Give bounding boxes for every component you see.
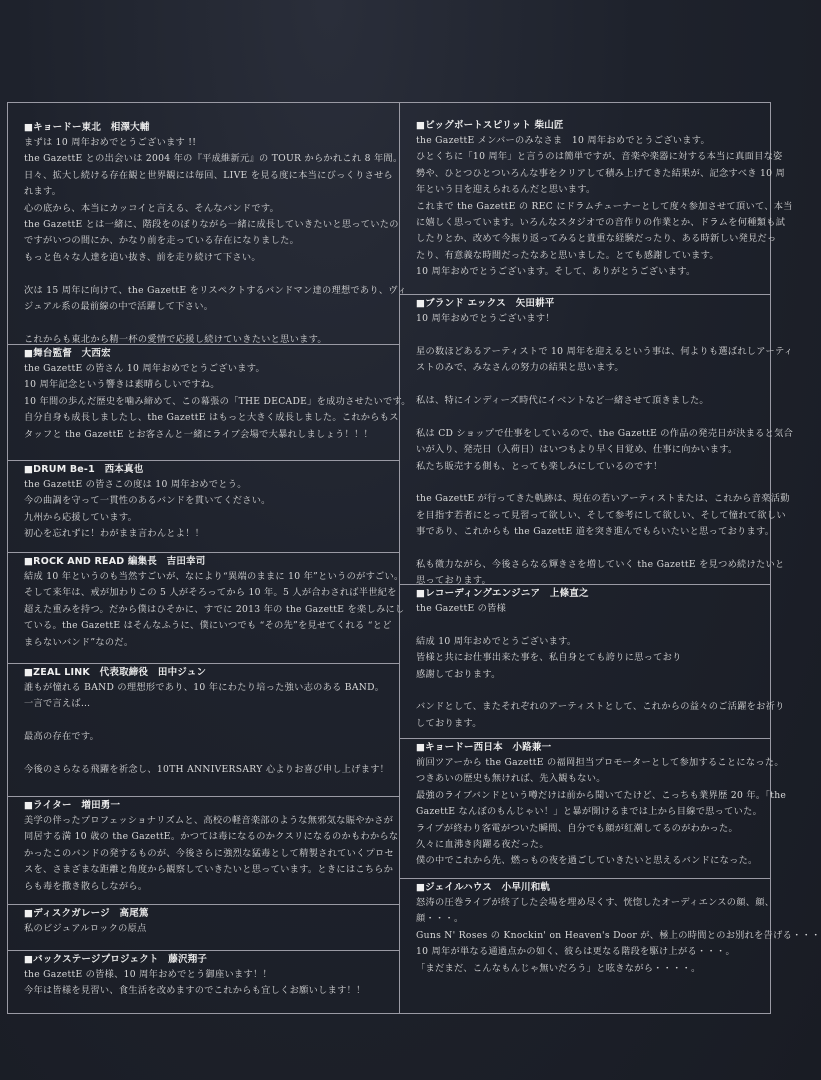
- message-block: [400, 117, 793, 295]
- left-column: [7, 102, 411, 1014]
- message-line: 誰もが憧れる BAND の理想形であり、10 年にわたり培った強い志のある BAND。: [24, 682, 385, 693]
- message-line: 心の底から、本当にカッコイと言える、そんなバンドです。: [24, 202, 280, 214]
- message-line: the GazettE メンバーのみなさま 10 周年おめでとうございます。: [416, 135, 711, 146]
- message-line: いが入り、発売日（入荷日）はいつもより早く目覚め、仕事に向かいます。: [416, 444, 738, 456]
- message-author: ■ジェイルハウス 小早川和軌: [416, 882, 551, 893]
- message-line: [416, 475, 770, 491]
- message-line: 今後のさらなる飛躍を祈念し、10TH ANNIVERSARY 心よりお喜び申し上げます！: [24, 763, 390, 775]
- message-author: ■ディスクガレージ 高尾篤: [24, 908, 149, 919]
- message-author: ■DRUM Be-1 西本真也: [24, 464, 144, 475]
- message-line: たり、有意義な時間だったなあと思いました。とても感謝しています。: [416, 249, 719, 261]
- message-line: [416, 617, 770, 633]
- message-line: に嬉しく思っています。いろんなスタジオでの音作りの作業とか、ドラムを何種類も試: [416, 216, 786, 228]
- message-line: 私たち販売する側も、とっても楽しみにしているのです！: [416, 460, 663, 472]
- message-line: [24, 315, 399, 331]
- message-line: 年という日を迎えられるんだと思います。: [416, 184, 596, 196]
- message-line: 「まだまだ、こんなもんじゃ無いだろう」と呟きながら・・・・。: [416, 962, 701, 974]
- message-line: 私のビジュアルロックの原点: [24, 923, 147, 934]
- message-line: 10 周年おめでとうございます。そして、ありがとうございます。: [416, 266, 696, 278]
- message-author: ■ライター 増田勇一: [24, 800, 121, 811]
- message-block: [8, 664, 399, 797]
- message-line: したりとか、改めて今振り返ってみると貴重な経験だったり、ある時新しい発見だっ: [416, 233, 777, 245]
- message-line: しております。: [416, 717, 482, 729]
- message-line: 美学の伴ったプロフェッショナリズムと、高校の軽音楽部のような無邪気な賑やかさが: [24, 815, 394, 826]
- message-line: 10 年間の歩んだ歴史を噛み締めて、この幕張の「THE DECADE」を成功させたいです。: [24, 395, 411, 407]
- message-block: [400, 879, 821, 1015]
- message-line: 10 周年おめでとうございます！: [416, 313, 555, 324]
- message-line: [416, 327, 770, 343]
- message-line: バンドとして、またそれぞれのアーティストとして、これからの益々のご活躍をお祈り: [416, 701, 785, 713]
- message-line: これからも東北から精一杯の愛情で応援し続けていきたいと思います。: [24, 333, 327, 345]
- message-line: 結成 10 周年おめでとうございます。: [416, 635, 577, 647]
- message-block: [8, 797, 399, 905]
- message-line: [416, 377, 770, 393]
- message-line: 九州から応援しています。: [24, 511, 138, 523]
- message-line: 最強のライブバンドという噂だけは前から聞いてたけど、こっちも業界歴 20 年。「the: [416, 789, 787, 801]
- right-column: [399, 102, 821, 1014]
- message-line: the GazettE との出会いは 2004 年の『平成維新元』の TOUR からかれこれ 8 年間。: [24, 153, 403, 165]
- message-line: かったこのバンドの発するものが、今後さらに強烈な猛毒として精製されていくプロセ: [24, 847, 395, 859]
- message-line: 僕の中でこれから先、燃っもの夜を過ごしていきたいと思えるバンドになった。: [416, 855, 758, 867]
- message-line: [24, 746, 399, 762]
- message-line: 10 周年が単なる通過点かの如く、彼らは更なる階段を駆け上がる・・・。: [416, 946, 735, 958]
- message-author: ■キョードー東北 相澤大輔: [24, 122, 150, 133]
- message-author: ■レコーディングエンジニア 上條直之: [416, 588, 589, 599]
- message-author: ■キョードー西日本 小路兼一: [416, 742, 552, 753]
- message-line: 顔・・・。: [416, 913, 464, 925]
- message-line: スを、さまざまな距離と角度から観察していきたいと思っています。ときにはこちらか: [24, 864, 394, 876]
- message-block: [8, 951, 399, 1015]
- message-author: ■ROCK AND READ 編集長 吉田幸司: [24, 556, 206, 567]
- message-author: ■バックステージプロジェクト 藤沢翔子: [24, 954, 208, 965]
- message-line: れます。: [24, 186, 62, 198]
- message-block: [8, 345, 411, 461]
- message-block: [400, 295, 794, 587]
- message-line: 私は、特にインディーズ時代にイベントなど一緒させて頂きました。: [416, 394, 709, 406]
- message-line: [24, 713, 399, 729]
- message-line: [416, 683, 770, 699]
- message-block: [400, 739, 787, 879]
- message-line: もっと色々な人達を追い抜き、前を走り続けて下さい。: [24, 251, 261, 263]
- message-line: 久々に血沸き肉躍る夜だった。: [416, 838, 549, 850]
- message-line: 次は 15 周年に向けて、the GazettE をリスペクトするバンドマン達の理想であり、ヴィ: [24, 284, 407, 296]
- message-line: 思っております。: [416, 575, 492, 587]
- message-block: [8, 119, 407, 345]
- message-line: 今の曲調を守って一貫性のあるバンドを貫いてください。: [24, 495, 271, 507]
- message-line: the GazettE の皆さこの度は 10 周年おめでとう。: [24, 479, 247, 490]
- message-author: ■ブランド エックス 矢田耕平: [416, 298, 555, 309]
- message-line: 結成 10 年というのも当然すごいが、なにより“異端のままに 10 年”というのがすごい。: [24, 571, 404, 582]
- message-line: ライブが終わり客電がついた瞬間、自分でも顔が紅潮してるのがわかった。: [416, 822, 739, 834]
- message-line: [416, 540, 770, 556]
- message-author: ■ビッグボートスピリット 柴山匠: [416, 120, 564, 131]
- message-line: 初心を忘れずに！わがまま言わんとよ！！: [24, 528, 205, 540]
- message-block: [8, 553, 405, 664]
- message-line: Guns N' Roses の Knockin' on Heaven's Door が、極上の時間とのお別れを告げる・・・: [416, 929, 821, 941]
- message-line: まらないバンド”なのだ。: [24, 636, 134, 648]
- message-line: the GazettE の皆さん 10 周年おめでとうございます。: [24, 363, 265, 374]
- message-line: 感謝しております。: [416, 668, 501, 680]
- message-line: を目指す若者にとって見習って欲しい、そして参考にして欲しい、そして憧れて欲しい: [416, 509, 786, 521]
- message-line: そして来年は、戒が加わりこの 5 人がそろってから 10 年。5 人が合わされば半世紀を: [24, 587, 397, 599]
- message-author: ■舞台監督 大西宏: [24, 348, 111, 359]
- message-line: 今年は皆様を見習い、食生活を改めますのでこれからも宜しくお願いします！！: [24, 985, 366, 997]
- message-block: [8, 905, 399, 951]
- message-line: 10 周年記念という響きは素晴らしいですね。: [24, 379, 220, 391]
- message-line: [24, 266, 399, 282]
- message-line: the GazettE の皆様: [416, 603, 507, 614]
- message-line: 事であり、これからも the GazettE 道を突き進んでもらいたいと思っております。: [416, 526, 775, 538]
- message-line: これまで the GazettE の REC にドラムチューナーとして度々参加させて頂いて、本当: [416, 200, 793, 212]
- message-author: ■ZEAL LINK 代表取締役 田中ジュン: [24, 667, 207, 678]
- message-line: 私は CD ショップで仕事をしているので、the GazettE の作品の発売日が決まると気合: [416, 427, 794, 439]
- message-line: 怒涛の圧巻ライブが終了した会場を埋め尽くす、恍惚したオーディエンスの顔、顔、: [416, 897, 775, 908]
- message-line: 最高の存在です。: [24, 731, 100, 743]
- message-line: 超えた重みを持つ。だから僕はひそかに、すでに 2013 年の the GazettE を楽しみにし: [24, 603, 405, 615]
- message-line: ストのみで、みなさんの努力の結果と思います。: [416, 362, 624, 374]
- message-line: 私も微力ながら、今後さらなる輝きさを増していく the GazettE を見つめ続けたいと: [416, 558, 785, 570]
- message-line: タッフと the GazettE とお客さんと一緒にライブ会場で大暴れしましょう！！！: [24, 428, 373, 440]
- message-line: GazettE なんぼのもんじゃい！」と暴が開けるまでは上から目線で思っていた。: [416, 806, 763, 818]
- message-line: 日々、拡大し続ける存在観と世界観には毎回、LIVE を見る度に本当にびっくりさせら: [24, 169, 394, 181]
- message-line: ジュアル系の最前線の中で活躍して下さい。: [24, 300, 214, 312]
- message-line: 勢や、ひとつひとついろんな事をクリアして積み上げてきた結果が、記念すべき 10 周: [416, 167, 786, 179]
- message-line: ひとくちに「10 周年」と言うのは簡単ですが、音楽や楽器に対する本当に真面目な姿: [416, 151, 783, 163]
- message-line: ている。the GazettE はそんなふうに、僕にいつでも “その先”を見せてくれる “とど: [24, 620, 392, 632]
- message-block: [8, 461, 399, 553]
- message-block: [400, 585, 785, 739]
- message-line: 皆様と共にお仕事出来た事を、私自身とても誇りに思っており: [416, 652, 682, 664]
- message-line: つきあいの歴史も無ければ、先入観もない。: [416, 773, 606, 785]
- message-line: ですがいつの間にか、かなり前を走っている存在になりました。: [24, 235, 300, 247]
- message-line: the GazettE とは一緒に、階段をのぼりながら一緒に成長していきたいと思っていたの: [24, 218, 399, 230]
- message-line: まずは 10 周年おめでとうございます !!: [24, 137, 197, 148]
- message-line: the GazettE が行ってきた軌跡は、現在の若いアーティストまたは、これから音楽活動: [416, 493, 790, 505]
- message-line: the GazettE の皆様、10 周年おめでとう御座います！！: [24, 969, 272, 980]
- message-line: 自分自身も成長しましたし、the GazettE はもっと大きく成長しました。これからもス: [24, 412, 399, 424]
- message-line: 星の数ほどあるアーティストで 10 周年を迎えるという事は、何よりも選ばれしアーティ: [416, 345, 794, 357]
- message-line: 一言で言えば…: [24, 698, 91, 710]
- message-line: [416, 409, 770, 425]
- message-line: らも毒を撒き散らしながら。: [24, 880, 148, 892]
- message-line: 同居する満 10 歳の the GazettE。かつては毒になるのかクスリになるのかもわからな: [24, 831, 399, 843]
- message-line: 前回ツアーから the GazettE の福岡担当プロモーターとして参加することになった。: [416, 757, 784, 768]
